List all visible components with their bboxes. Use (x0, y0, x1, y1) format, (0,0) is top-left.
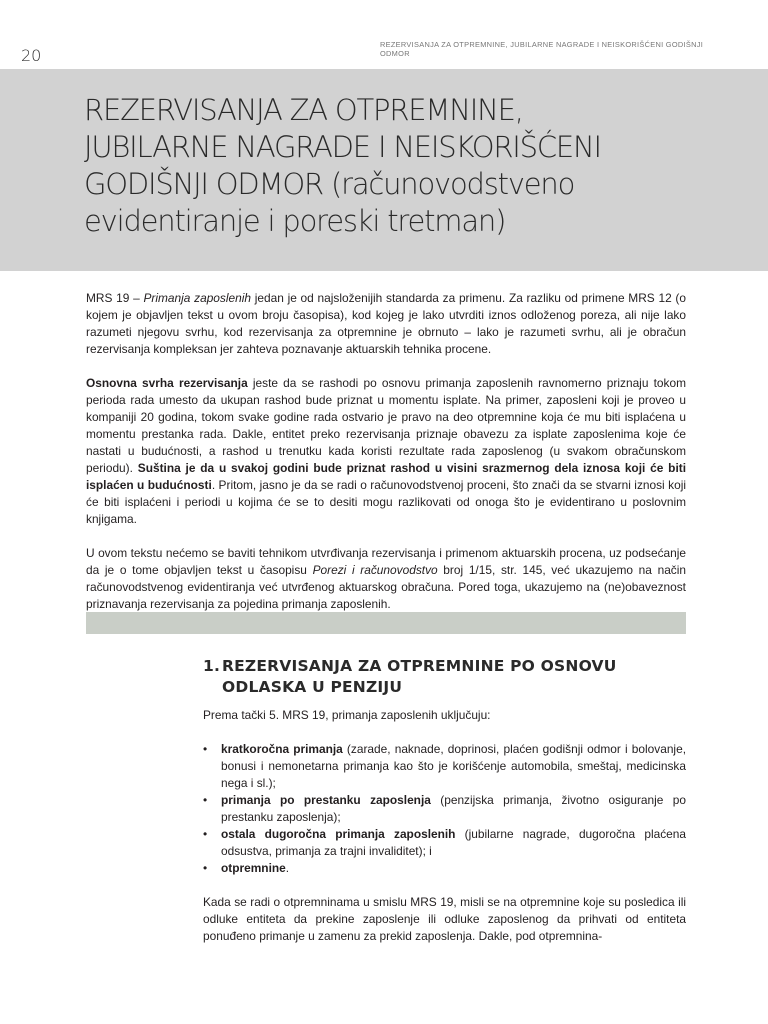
bullet-icon: • (203, 827, 208, 841)
list-item (203, 741, 686, 792)
text-run: U ovom tekstu nećemo se baviti tehnikom utvrđivanja rezervisanja i primenom aktuarskih procena, uz podsećanje da je o tome objavljen tekst u časopisu (86, 546, 686, 577)
page-number: 20 (21, 46, 42, 65)
bold-statement: Suština je da u svakoj godini bude priznat rashod u visini srazmernog dela iznosa koji će biti isplaćen u budućnosti (86, 461, 687, 492)
intro-paragraph-3 (86, 545, 686, 613)
list-item (203, 792, 686, 826)
section-closing-paragraph: Kada se radi o otpremninama u smislu MRS 19, misli se na otpremnine koje su posledica ili odluke entiteta da prekine zaposlenje ili odluke zaposlenog da prihvati od entiteta ponuđeno primanje u zamenu za prekid zaposlenja. Dakle, pod otpremnina- (203, 895, 686, 943)
text-run: MRS 19 – (86, 291, 144, 305)
list-item (203, 860, 686, 877)
section-intro: Prema tački 5. MRS 19, primanja zaposlenih uključuju: (203, 708, 491, 722)
list-item-term: otpremnine (221, 861, 286, 875)
text-run: broj 1/15, str. 145, već ukazujemo na način računovodstvenog evidentiranja već utvrđenog aktuarskog obračuna. Pored toga, ukazujemo na (ne)obaveznost priznavanja rezervisanja za pojedina primanja zaposlenih. (86, 563, 687, 611)
text-run: jedan je od najsloženijih standarda za primenu. Za razliku od primene MRS 12 (o kojem je objavljen tekst u ovom broju časopisa), kod kojeg je lako utvrditi iznos odloženog poreza, ali nije lako razumeti njegovu svrhu, kod rezervisanja za otpremnine je obrnuto – lako je razumeti svrhu, ali je obračun rezervisanja kompleksan jer zahteva poznavanje aktuarskih tehnika procene. (86, 291, 687, 356)
list-item (203, 826, 686, 860)
title-line: GODIŠNJI ODMOR (računovodstveno (84, 167, 575, 201)
section-heading-text: REZERVISANJA ZA OTPREMNINE PO OSNOVU ODLASKA U PENZIJU (222, 657, 617, 696)
intro-section (86, 290, 686, 630)
running-header: REZERVISANJA ZA OTPREMNINE, JUBILARNE NAGRADE I NEISKORIŠĆENI GODIŠNJI ODMOR (380, 40, 704, 58)
section-divider-band (86, 612, 686, 634)
bullet-icon: • (203, 793, 208, 807)
bold-term: Osnovna svrha rezervisanja (86, 376, 248, 390)
list-item-term: ostala dugoročna primanja zaposlenih (221, 827, 456, 841)
list-item-text: (jubilarne nagrade, dugoročna plaćena odsustva, primanja za trajni invaliditet); i (221, 827, 687, 858)
text-run: . Pritom, jasno je da se radi o računovodstvenoj proceni, što znači da se stvarni iznosi koji će biti isplaćeni i periodi u kojima će se to desiti mogu razlikovati od onoga što je evidentirano u poslovnim knjigama. (86, 478, 686, 526)
list-item-text: (penzijska primanja, životno osiguranje po prestanku zaposlenja); (221, 793, 686, 824)
bullet-list (203, 741, 686, 877)
intro-paragraph-1 (86, 290, 686, 358)
title-line: evidentiranje i poreski tretman) (84, 204, 506, 238)
intro-paragraph-2 (86, 375, 686, 528)
bullet-icon: • (203, 861, 208, 875)
list-item-text: . (285, 861, 290, 875)
title-line: JUBILARNE NAGRADE I NEISKORIŠĆENI (84, 130, 601, 164)
italic-journal-title: Porezi i računovodstvo (312, 563, 438, 577)
list-item-text: (zarade, naknade, doprinosi, plaćen godišnji odmor i bolovanje, bonusi i nemonetarna primanja kao što je korišćenje automobila, smeštaj, medicinska nega i sl.); (221, 742, 686, 790)
italic-term: Primanja zaposlenih (143, 291, 251, 305)
list-item-term: primanja po prestanku zaposlenja (221, 793, 431, 807)
bullet-icon: • (203, 742, 208, 756)
section-number: 1. (203, 657, 221, 675)
text-run: jeste da se rashodi po osnovu primanja zaposlenih ravnomerno priznaju tokom perioda rada umesto da ukupan rashod bude priznat u momentu isplate. Na primer, zaposleni koji je proveo u kompaniji 20 godina, tokom svake godine rada ostvario je pravo na deo otpremnine koja će mu biti isplaćena u momentu prestanka rada. Dakle, entitet preko rezervisanja priznaje obavezu za isplate zaposlenima koje će nastati u budućnosti, a rashod u trenutku kada koristi rezultate rada zaposlenog (u svakom obračunskom periodu). (86, 376, 686, 475)
section-body (203, 707, 686, 962)
article-title (84, 92, 724, 240)
section-heading (203, 656, 673, 698)
title-line: REZERVISANJA ZA OTPREMNINE, (84, 93, 523, 127)
list-item-term: kratkoročna primanja (221, 742, 343, 756)
